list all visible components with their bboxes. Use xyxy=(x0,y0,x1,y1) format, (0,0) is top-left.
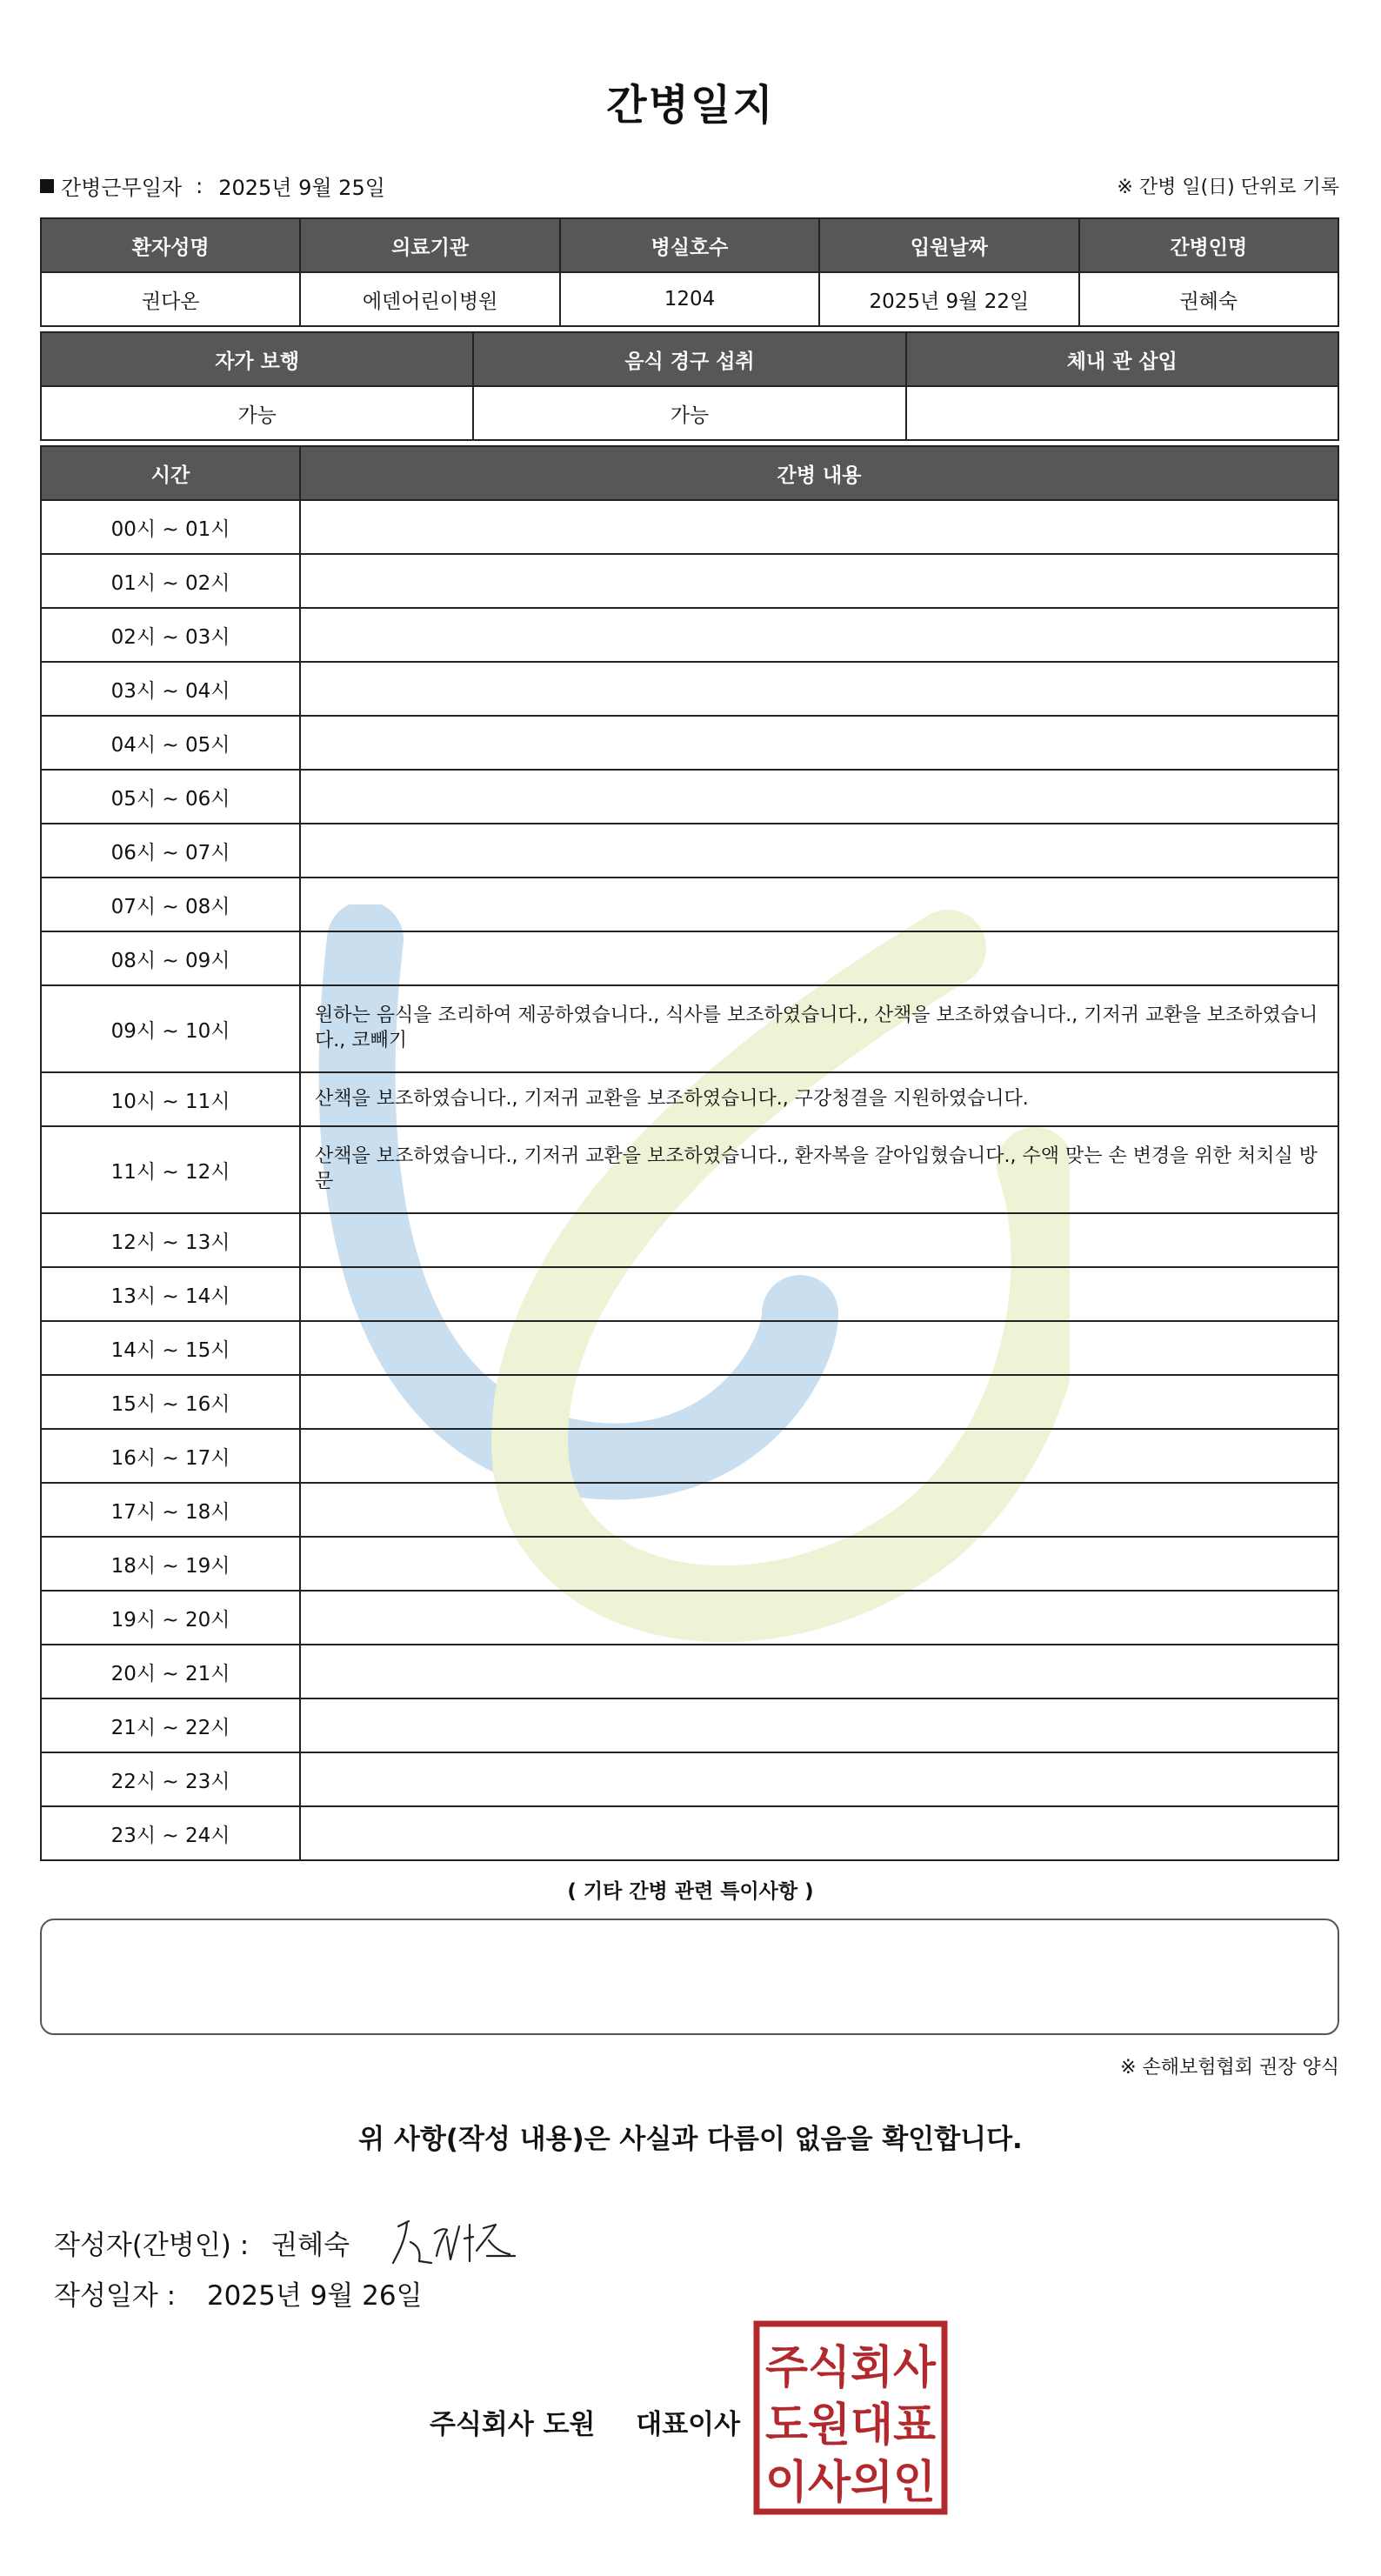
header-oral-intake: 음식 경구 섭취 xyxy=(473,332,905,386)
care-log-row xyxy=(41,1213,1338,1267)
care-log-time: 01시 ~ 02시 xyxy=(41,554,300,608)
special-notes-title: ( 기타 간병 관련 특이사항 ) xyxy=(567,1880,814,1903)
care-log-time: 21시 ~ 22시 xyxy=(41,1698,300,1752)
care-log-time: 13시 ~ 14시 xyxy=(41,1267,300,1321)
care-log-time: 05시 ~ 06시 xyxy=(41,770,300,824)
care-log-row xyxy=(41,985,1338,1072)
care-log-row xyxy=(41,608,1338,662)
care-log-note xyxy=(300,931,1338,985)
care-log-row xyxy=(41,1645,1338,1698)
care-log-row xyxy=(41,1321,1338,1375)
patient-name-value: 권다온 xyxy=(41,272,300,326)
care-log-time: 17시 ~ 18시 xyxy=(41,1483,300,1537)
care-log-note: 산책을 보조하였습니다., 기저귀 교환을 보조하였습니다., 환자복을 갈아입혔습니다., 수액 맞는 손 변경을 위한 처치실 방문 xyxy=(300,1126,1338,1213)
care-log-note xyxy=(300,554,1338,608)
hospital-value: 에덴어린이병원 xyxy=(300,272,559,326)
care-log-note xyxy=(300,1375,1338,1429)
writer-line xyxy=(54,2207,525,2277)
care-log-row xyxy=(41,1806,1338,1860)
care-log-row xyxy=(41,662,1338,716)
care-log-time: 16시 ~ 17시 xyxy=(41,1429,300,1483)
care-log-time: 08시 ~ 09시 xyxy=(41,931,300,985)
care-log-note xyxy=(300,878,1338,931)
care-log-note xyxy=(300,1645,1338,1698)
care-log-time: 00시 ~ 01시 xyxy=(41,500,300,554)
room-value: 1204 xyxy=(560,272,819,326)
care-log-row xyxy=(41,1752,1338,1806)
header-admission-date: 입원날짜 xyxy=(819,218,1078,272)
form-source-note: ※ 손해보험협회 권장 양식 xyxy=(1120,2057,1339,2079)
special-notes-box xyxy=(40,1919,1339,2035)
work-date-value: 2025년 9월 25일 xyxy=(218,176,385,200)
signature-icon xyxy=(386,2207,525,2277)
bullet-square-icon xyxy=(40,179,54,193)
care-log-note: 산책을 보조하였습니다., 기저귀 교환을 보조하였습니다., 구강청결을 지원하였습니다. xyxy=(300,1072,1338,1126)
care-log-row xyxy=(41,1072,1338,1126)
admission-date-value: 2025년 9월 22일 xyxy=(819,272,1078,326)
written-date-value: 2025년 9월 26일 xyxy=(206,2280,423,2312)
page-title: 간병일지 xyxy=(606,81,775,130)
writer-label: 작성자(간병인) : xyxy=(54,2229,250,2261)
tube-value xyxy=(906,386,1338,440)
care-log-row xyxy=(41,770,1338,824)
care-log-time: 20시 ~ 21시 xyxy=(41,1645,300,1698)
care-log-time: 23시 ~ 24시 xyxy=(41,1806,300,1860)
oral-intake-value: 가능 xyxy=(473,386,905,440)
header-patient-name: 환자성명 xyxy=(41,218,300,272)
written-date-line xyxy=(54,2273,423,2312)
care-log-note xyxy=(300,1752,1338,1806)
header-room: 병실호수 xyxy=(560,218,819,272)
care-log-row xyxy=(41,1591,1338,1645)
header-walking: 자가 보행 xyxy=(41,332,473,386)
care-log-note xyxy=(300,770,1338,824)
care-log-row xyxy=(41,1537,1338,1591)
work-date-separator: : xyxy=(196,173,203,198)
svg-text:주식회사: 주식회사 xyxy=(765,2342,937,2394)
care-log-time: 14시 ~ 15시 xyxy=(41,1321,300,1375)
care-log-time: 06시 ~ 07시 xyxy=(41,824,300,878)
care-log-time: 04시 ~ 05시 xyxy=(41,716,300,770)
svg-text:도원대표: 도원대표 xyxy=(765,2399,936,2452)
header-care-content: 간병 내용 xyxy=(300,446,1338,500)
care-log-time: 18시 ~ 19시 xyxy=(41,1537,300,1591)
walking-value: 가능 xyxy=(41,386,473,440)
company-representative: 대표이사 xyxy=(636,2409,741,2440)
care-log-note xyxy=(300,1213,1338,1267)
care-log-note xyxy=(300,1321,1338,1375)
company-name: 주식회사 도원 xyxy=(430,2409,596,2440)
care-log-row xyxy=(41,716,1338,770)
care-log-row xyxy=(41,1698,1338,1752)
care-log-note xyxy=(300,1267,1338,1321)
care-log-table xyxy=(40,445,1339,1861)
writer-name: 권혜숙 xyxy=(271,2229,350,2261)
care-log-note xyxy=(300,824,1338,878)
care-log-note: 원하는 음식을 조리하여 제공하였습니다., 식사를 보조하였습니다., 산책을 보조하였습니다., 기저귀 교환을 보조하였습니다., 코빼기 xyxy=(300,985,1338,1072)
patient-info-header-row xyxy=(41,218,1338,272)
care-log-row xyxy=(41,1375,1338,1429)
care-log-note xyxy=(300,662,1338,716)
care-log-row xyxy=(41,500,1338,554)
patient-info-value-row xyxy=(41,272,1338,326)
header-caregiver: 간병인명 xyxy=(1079,218,1338,272)
header-time: 시간 xyxy=(41,446,300,500)
written-date-label: 작성일자 : xyxy=(54,2280,177,2312)
care-log-row xyxy=(41,878,1338,931)
work-date-label: 간병근무일자 xyxy=(61,176,183,200)
care-log-time: 09시 ~ 10시 xyxy=(41,985,300,1072)
care-log-time: 19시 ~ 20시 xyxy=(41,1591,300,1645)
care-log-note xyxy=(300,1429,1338,1483)
ability-value-row xyxy=(41,386,1338,440)
care-log-row xyxy=(41,1429,1338,1483)
confirmation-text: 위 사항(작성 내용)은 사실과 다름이 없음을 확인합니다. xyxy=(358,2124,1023,2155)
care-log-row xyxy=(41,824,1338,878)
care-log-time: 22시 ~ 23시 xyxy=(41,1752,300,1806)
unit-note: ※ 간병 일(日) 단위로 기록 xyxy=(1117,177,1339,198)
care-log-time: 03시 ~ 04시 xyxy=(41,662,300,716)
ability-header-row xyxy=(41,332,1338,386)
care-log-note xyxy=(300,1806,1338,1860)
care-log-time: 07시 ~ 08시 xyxy=(41,878,300,931)
care-log-row xyxy=(41,554,1338,608)
care-log-header-row xyxy=(41,446,1338,500)
care-log-note xyxy=(300,716,1338,770)
care-log-time: 12시 ~ 13시 xyxy=(41,1213,300,1267)
care-log-note xyxy=(300,608,1338,662)
care-log-note xyxy=(300,1537,1338,1591)
care-log-body xyxy=(41,500,1338,1860)
work-date-line xyxy=(40,170,385,201)
care-log-time: 02시 ~ 03시 xyxy=(41,608,300,662)
care-log-row xyxy=(41,1267,1338,1321)
header-tube: 체내 관 삽입 xyxy=(906,332,1338,386)
svg-text:이사의인: 이사의인 xyxy=(765,2457,936,2509)
care-log-time: 10시 ~ 11시 xyxy=(41,1072,300,1126)
company-seal-icon xyxy=(753,2320,948,2515)
patient-info-table xyxy=(40,217,1339,327)
care-log-row xyxy=(41,1483,1338,1537)
care-log-note xyxy=(300,500,1338,554)
ability-table xyxy=(40,331,1339,441)
care-log-note xyxy=(300,1483,1338,1537)
care-log-note xyxy=(300,1591,1338,1645)
care-log-note xyxy=(300,1698,1338,1752)
header-hospital: 의료기관 xyxy=(300,218,559,272)
care-log-time: 15시 ~ 16시 xyxy=(41,1375,300,1429)
care-log-row xyxy=(41,931,1338,985)
company-line xyxy=(430,2402,740,2441)
care-log-time: 11시 ~ 12시 xyxy=(41,1126,300,1213)
caregiver-value: 권혜숙 xyxy=(1079,272,1338,326)
care-log-row xyxy=(41,1126,1338,1213)
